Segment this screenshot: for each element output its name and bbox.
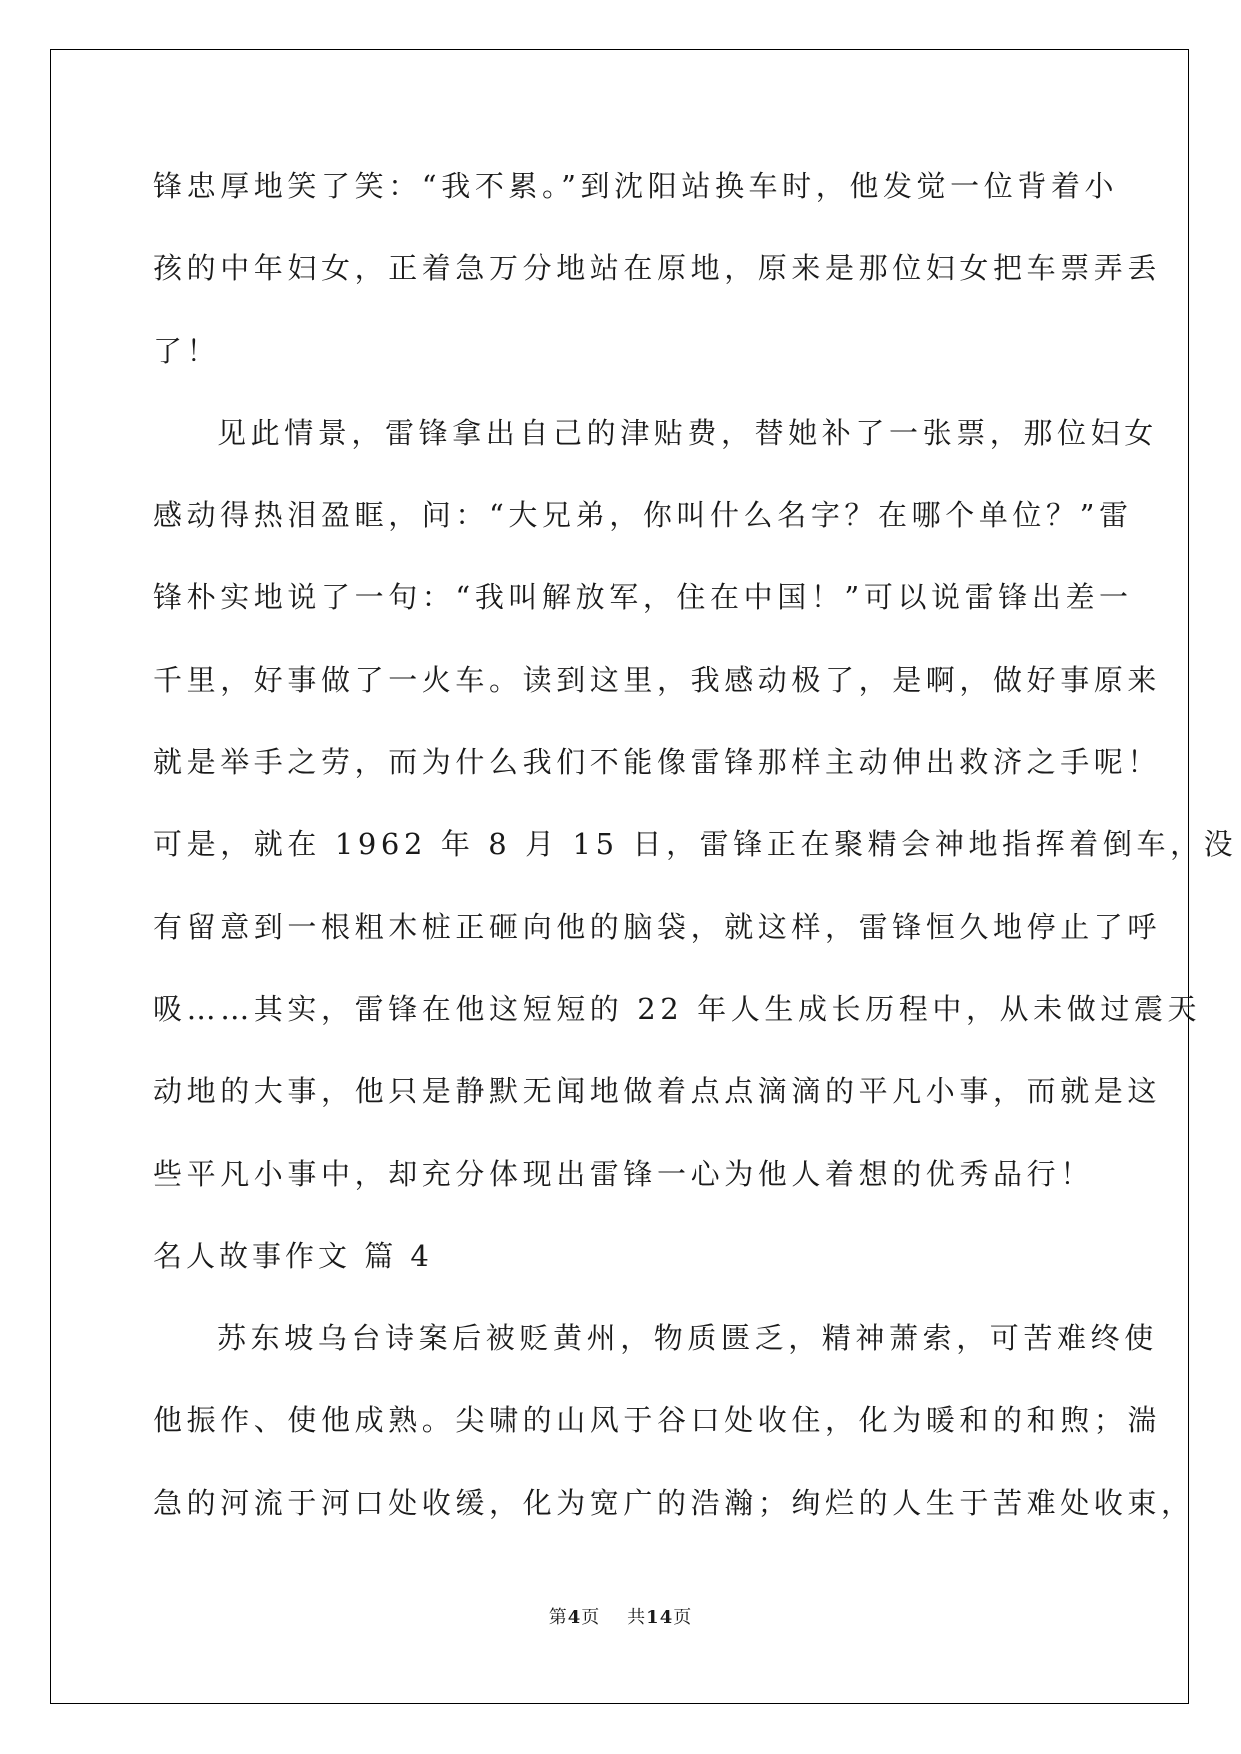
text-line: 可是，就在 1962 年 8 月 15 日，雷锋正在聚精会神地指挥着倒车，没 xyxy=(153,827,1238,862)
text-line: 就是举手之劳，而为什么我们不能像雷锋那样主动伸出救济之手呢！ xyxy=(153,745,1162,780)
text-line: 锋朴实地说了一句：“我叫解放军，住在中国！”可以说雷锋出差一 xyxy=(153,580,1133,615)
text-line: 孩的中年妇女，正着急万分地站在原地，原来是那位妇女把车票弄丢 xyxy=(153,251,1162,286)
text-line: 他振作、使他成熟。尖啸的山风于谷口处收住，化为暖和的和煦；湍 xyxy=(153,1403,1162,1438)
text-line: 动地的大事，他只是静默无闻地做着点点滴滴的平凡小事，而就是这 xyxy=(153,1074,1162,1109)
text-line: 感动得热泪盈眶，问：“大兄弟，你叫什么名字？在哪个单位？”雷 xyxy=(153,498,1133,533)
text-line: 有留意到一根粗木桩正砸向他的脑袋，就这样，雷锋恒久地停止了呼 xyxy=(153,909,1162,944)
footer-total-prefix: 共 xyxy=(627,1607,647,1628)
text-line: 苏东坡乌台诗案后被贬黄州，物质匮乏，精神萧索，可苦难终使 xyxy=(217,1321,1158,1356)
text-line: 见此情景，雷锋拿出自己的津贴费，替她补了一张票，那位妇女 xyxy=(217,415,1158,450)
footer-page-suffix: 页 xyxy=(581,1607,601,1628)
text-line: 千里，好事做了一火车。读到这里，我感动极了，是啊，做好事原来 xyxy=(153,662,1162,697)
page-footer xyxy=(0,1606,1241,1630)
text-line: 些平凡小事中，却充分体现出雷锋一心为他人着想的优秀品行！ xyxy=(153,1156,1094,1191)
text-line: 吸……其实，雷锋在他这短短的 22 年人生成长历程中，从未做过震天 xyxy=(153,991,1202,1026)
text-line: 锋忠厚地笑了笑：“我不累。”到沈阳站换车时，他发觉一位背着小 xyxy=(153,169,1119,203)
footer-total-suffix: 页 xyxy=(673,1607,693,1628)
footer-prefix: 第 xyxy=(548,1607,568,1628)
text-line: 急的河流于河口处收缓，化为宽广的浩瀚；绚烂的人生于苦难处收束， xyxy=(153,1485,1195,1520)
footer-total-pages: 14 xyxy=(646,1607,674,1628)
document-body xyxy=(153,160,1238,1559)
footer-page-number: 4 xyxy=(567,1607,582,1628)
text-line: 了！ xyxy=(153,333,221,368)
section-heading: 名人故事作文 篇 4 xyxy=(153,1238,433,1273)
